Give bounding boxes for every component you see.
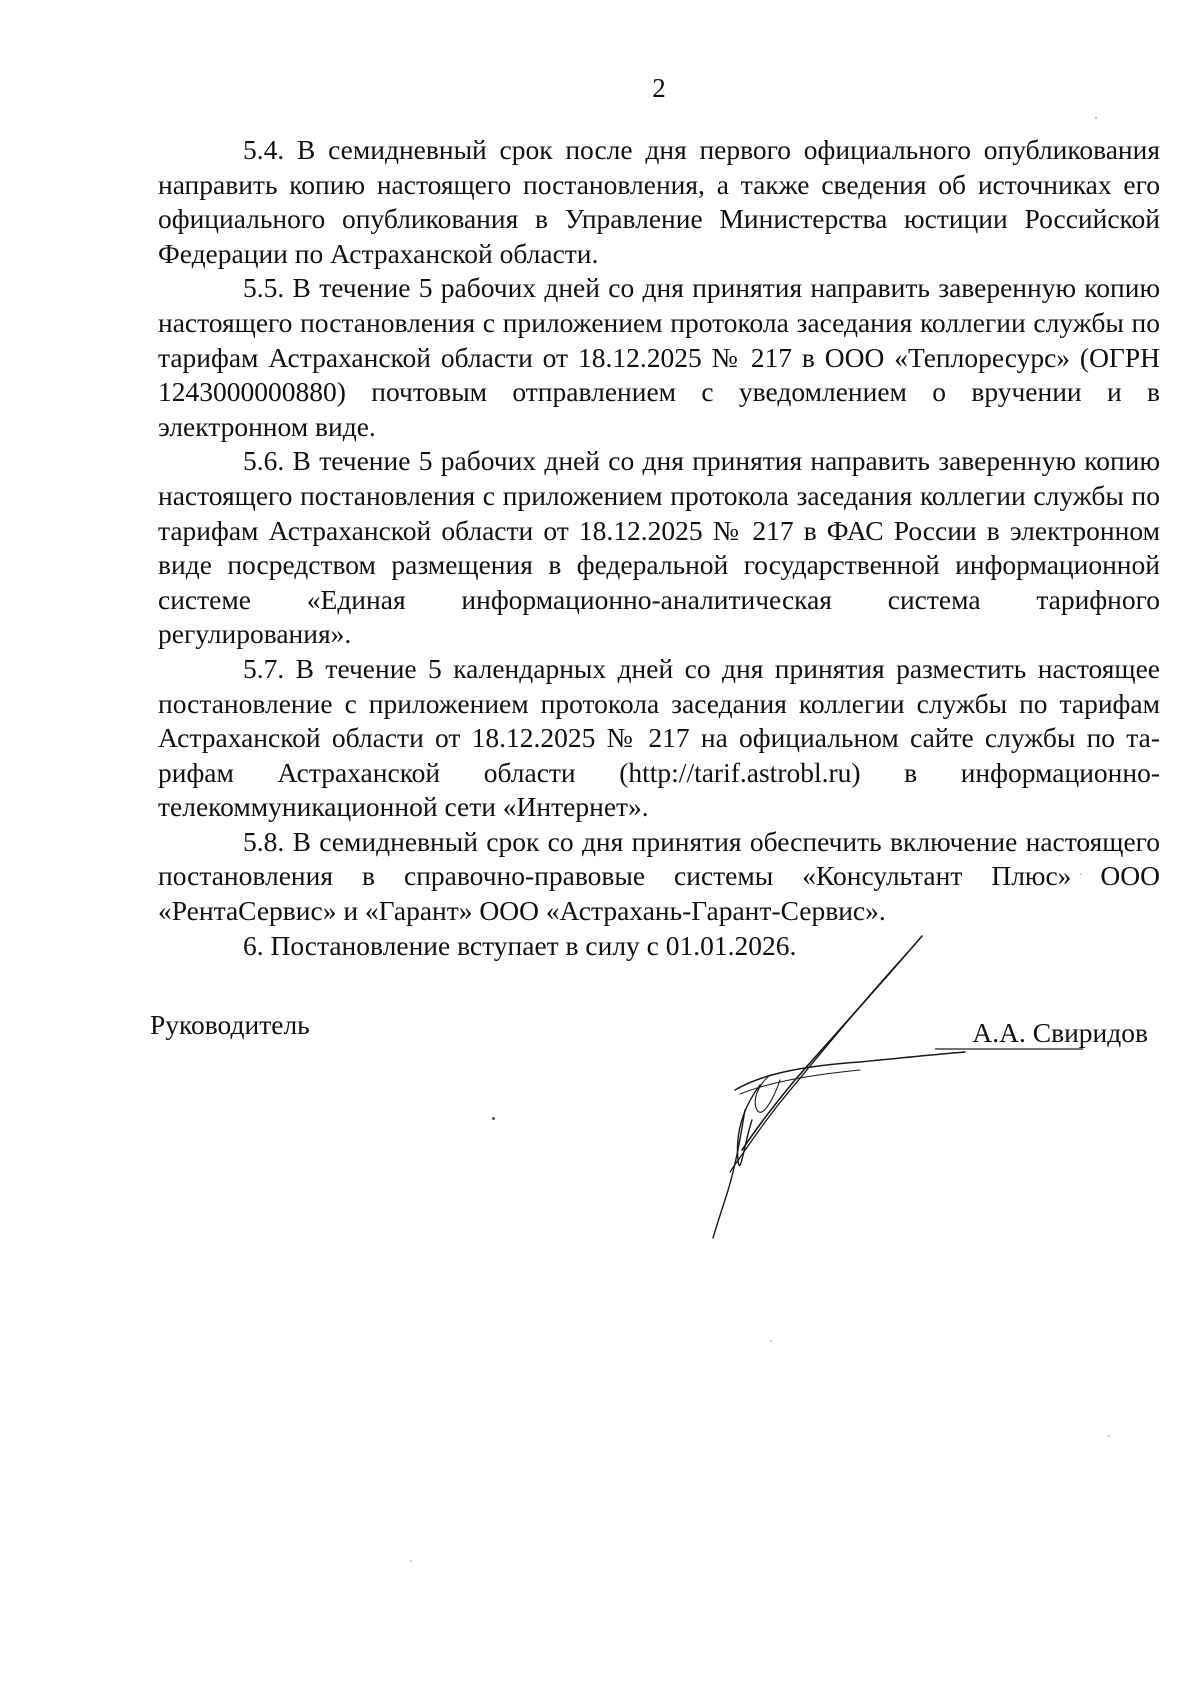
scan-speck (492, 1117, 495, 1120)
scan-speck (1095, 117, 1097, 119)
paragraph-6: 6. Постановление вступает в силу с 01.01.2026. (243, 929, 797, 961)
paragraph-5-7: 5.7. В течение 5 календарных дней со дня принятия разместить настоящее постановление с приложением протокола заседания коллегии службы по тарифам Астраханской области от 18.12.2025 № 217 на официальном сайте службы по тарифам Астраханской области (http://tarif.astrobl.ru) в информационно-телекоммуникационной сети «Интернет». (158, 652, 1160, 823)
scan-speck (770, 1340, 772, 1342)
signatory-name: А.А. Свиридов (972, 1017, 1148, 1048)
paragraph-5-8: 5.8. В семидневный срок со дня принятия обеспечить включение настоящего постановления в справочно-правовые системы «Консультант Плюс» ООО «РентаСервис» и «Гарант» ООО «Астрахань-Гарант-Сервис». (158, 825, 1160, 927)
paragraph-5-6: 5.6. В течение 5 рабочих дней со дня принятия направить заверенную копию настоящего постановления с приложением протокола заседания коллегии службы по тарифам Астраханской области от 18.12.2025 № 217 в ФАС России в электронном виде посредством размещения в федеральной государственной информационной системе «Единая информационно-аналитическая система тарифного регулирования». (158, 445, 1160, 650)
document-body (158, 133, 1160, 963)
paragraph-5-5: 5.5. В течение 5 рабочих дней со дня принятия направить заверенную копию настоящего постановления с приложением протокола заседания коллегии службы по тарифам Астраханской области от 18.12.2025 № 217 в ООО «Теплоресурс» (ОГРН 1243000000880) почтовым отправлением с уведомлением о вручении и в электронном виде. (158, 272, 1160, 442)
scan-speck (1080, 873, 1082, 875)
page-number: 2 (652, 73, 666, 103)
scan-speck (1108, 1435, 1110, 1437)
paragraph-5-4: 5.4. В семидневный срок после дня первого официального опубликования направить копию настоящего постановления, а также сведения об источниках его официального опубликования в Управление Министерства юстиции Российской Федерации по Астраханской области. (158, 134, 1160, 269)
signatory-role: Руководитель (150, 1009, 310, 1040)
scan-speck (410, 1560, 412, 1562)
